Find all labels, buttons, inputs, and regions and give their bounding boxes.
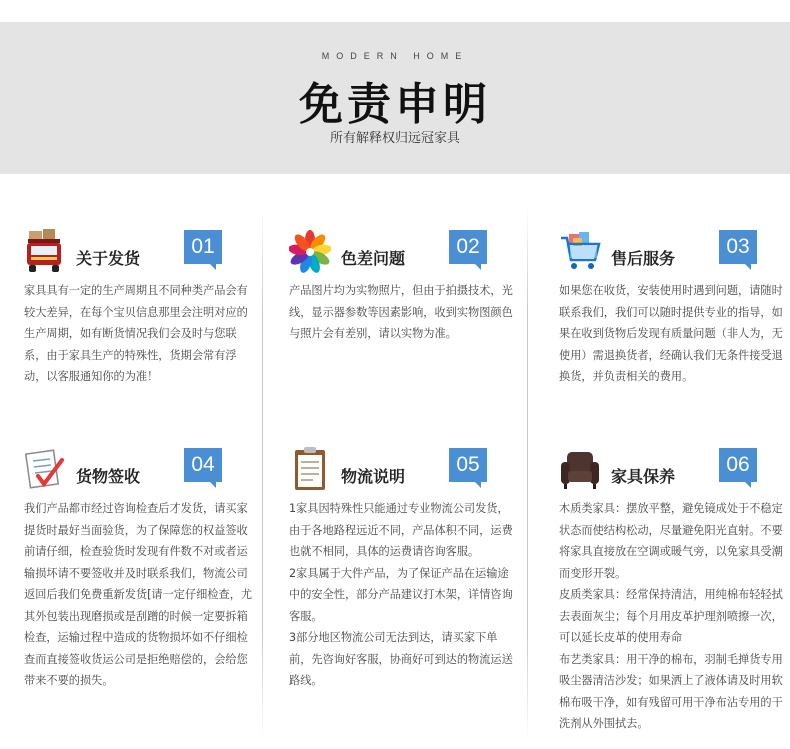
column-divider xyxy=(527,205,528,741)
section-heading: 货物签收 xyxy=(76,467,141,486)
section-paragraph: 家具具有一定的生产周期且不同种类产品会有较大差异，在每个宝贝信息那里会注明对应的生产周期，如有断货情况我们会及时与您联系，由于家具生产的特殊性，货期会常有浮动，以客服通知你的为准！ xyxy=(24,284,248,383)
section-body xyxy=(559,280,789,388)
section-heading: 售后服务 xyxy=(611,249,676,268)
section-heading: 关于发货 xyxy=(76,249,141,268)
section-number-badge: 05 xyxy=(449,448,487,482)
section-paragraph: 我们产品都市经过咨询检查后才发货，请买家提货时最好当面验货，为了保障您的权益签收前请仔细，检查验货时发现有件数不对或者运输损坏请不要签收并及时联系我们，物流公司返回后我们免费重新发货[请一定仔细检查，尤其外包装出现磨损或是刮蹭的时候一定要拆箱检查，运输过程中造成的货物损坏如不仔细检查而直接签收货运公司是拒绝赔偿的，会给您带来不要的损失。 xyxy=(24,502,253,687)
section-number-badge: 02 xyxy=(449,230,487,264)
section-number-badge: 04 xyxy=(184,448,222,482)
section-header xyxy=(24,228,254,278)
header-subtitle-en: MODERN HOME xyxy=(321,51,469,61)
section-paragraph: 木质类家具：摆放平整，避免镜成处于不稳定状态而使结构松动，尽量避免阳光直射。不要将家具直接放在空调或暖气旁，以免家具受潮而变形开裂。 xyxy=(559,502,783,580)
section-paragraph: 布艺类家具：用干净的棉布，羽制毛掸货专用吸尘器清洁沙发；如果洒上了液体请及时用软棉布吸干净，如有残留可用干净布沾专用的干洗剂从外围拭去。 xyxy=(559,652,783,730)
page-title: 免责申明 xyxy=(299,79,491,130)
section-header xyxy=(559,446,789,496)
section-heading: 物流说明 xyxy=(341,467,406,486)
section-delivery xyxy=(24,228,254,388)
header-subtitle-cn: 所有解释权归远冠家具 xyxy=(329,131,460,146)
section-header xyxy=(24,446,254,496)
section-furniture-care xyxy=(559,446,789,735)
section-after-sales xyxy=(559,228,789,388)
section-header xyxy=(559,228,789,278)
section-heading: 色差问题 xyxy=(341,249,406,268)
clipboard-icon xyxy=(289,446,331,492)
section-body xyxy=(559,498,789,735)
section-paragraph: 2家具属于大件产品，为了保证产品在运输途中的安全性，部分产品建议打木架，详情咨询客服。 xyxy=(289,566,513,623)
section-color-difference xyxy=(289,228,519,345)
section-number-badge: 03 xyxy=(719,230,757,264)
section-header xyxy=(289,446,519,496)
section-number-badge: 06 xyxy=(719,448,757,482)
section-body xyxy=(289,280,519,345)
shopping-cart-icon xyxy=(559,228,601,274)
column-divider xyxy=(262,205,263,741)
section-body xyxy=(24,280,254,388)
checklist-icon xyxy=(24,446,66,492)
section-paragraph: 如果您在收货，安装使用时遇到问题，请随时联系我们，我们可以随时提供专业的指导，如果在收到货物后发现有质量问题（非人为，无使用）需退换货者，经确认我们无条件接受退换货，并负责相关的费用。 xyxy=(559,284,783,383)
section-body xyxy=(289,498,519,692)
section-receipt xyxy=(24,446,254,692)
section-logistics xyxy=(289,446,519,692)
section-paragraph: 1家具因特殊性只能通过专业物流公司发货，由于各地路程远近不同，产品体积不同，运费也就不相同，具体的运费请咨询客服。 xyxy=(289,502,513,558)
section-heading: 家具保养 xyxy=(611,467,676,486)
section-paragraph: 产品图片均为实物照片，但由于拍摄技术，光线，显示器参数等因素影响，收到实物图颜色与照片会有差别，请以实物为准。 xyxy=(289,284,513,340)
section-number-badge: 01 xyxy=(184,230,222,264)
section-body xyxy=(24,498,254,692)
armchair-icon xyxy=(559,446,601,492)
header-banner xyxy=(0,22,790,174)
delivery-truck-icon xyxy=(24,228,66,274)
section-paragraph: 3部分地区物流公司无法到达，请买家下单前，先咨询好客服，协商好可到达的物流运送路线。 xyxy=(289,631,513,687)
section-header xyxy=(289,228,519,278)
color-palette-icon xyxy=(289,228,331,274)
section-paragraph: 皮质类家具：经常保持清洁，用纯棉布轻轻拭去表面灰尘；每个月用皮革护理剂喷擦一次，可以延长皮革的使用寿命 xyxy=(559,588,783,644)
